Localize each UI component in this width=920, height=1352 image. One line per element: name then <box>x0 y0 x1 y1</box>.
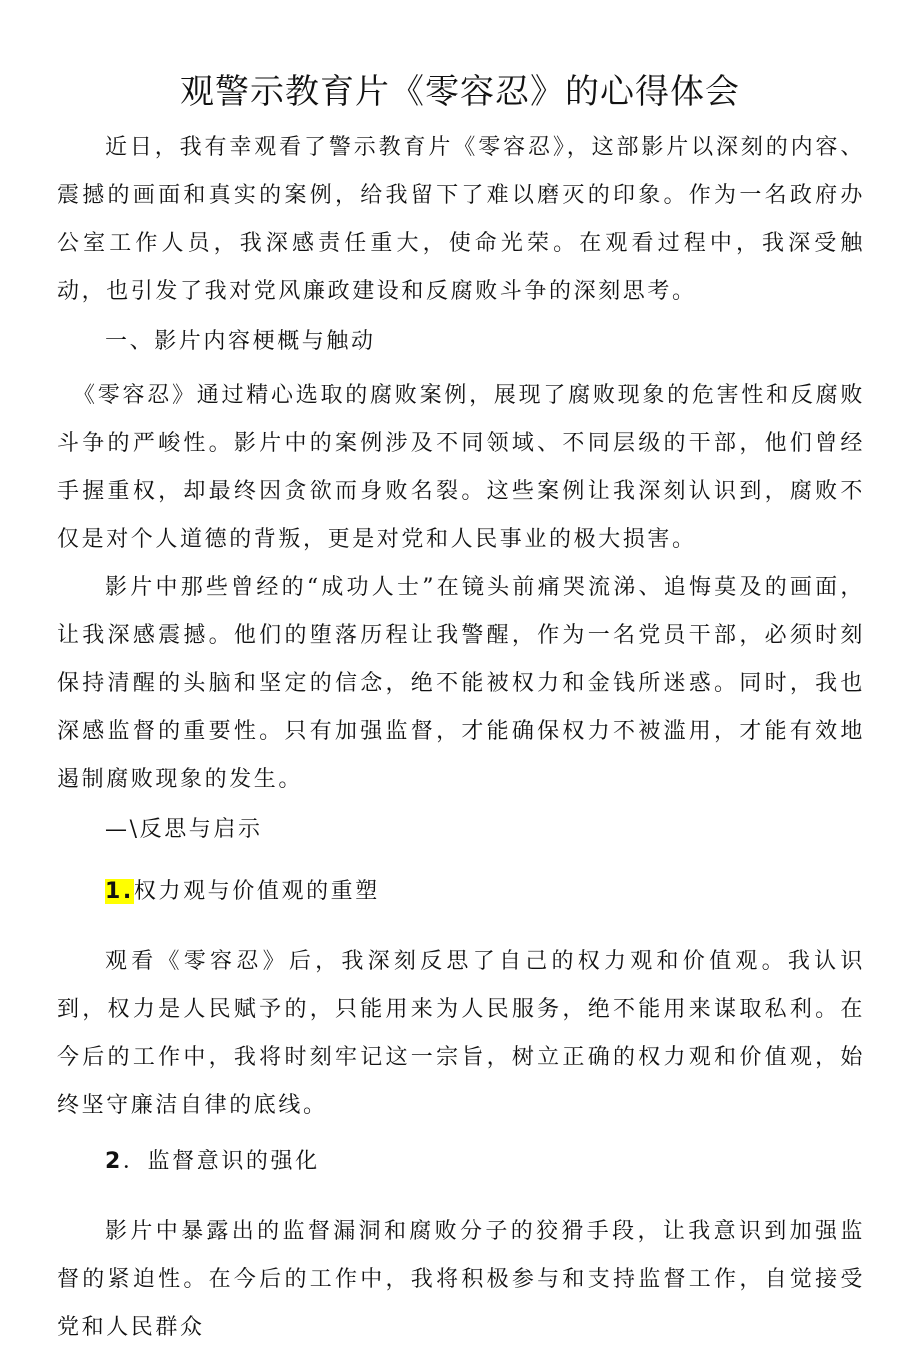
paragraph-power-values: 观看《零容忍》后，我深刻反思了自己的权力观和价值观。我认识到，权力是人民赋予的，只能用来为人民服务，绝不能用来谋取私利。在今后的工作中，我将时刻牢记这一宗旨，树立正确的权力观和价值观，始终坚守廉洁自律的底线。 <box>57 949 865 1118</box>
subsection-title-1: 权力观与价值观的重塑 <box>133 879 380 904</box>
document-title: 观警示教育片《零容忍》的心得体会 <box>180 72 740 112</box>
subsection-title-2: ．监督意识的强化 <box>122 1149 320 1174</box>
section-heading-2: —\反思与启示 <box>105 817 263 842</box>
paragraph-supervision: 影片中暴露出的监督漏洞和腐败分子的狡猾手段，让我意识到加强监督的紧迫性。在今后的工作中，我将积极参与和支持监督工作，自觉接受党和人民群众 <box>57 1219 865 1340</box>
section-heading-1: 一、影片内容梗概与触动 <box>105 329 376 354</box>
subsection-heading-1 <box>57 868 865 916</box>
paragraph-summary: 《零容忍》通过精心选取的腐败案例，展现了腐败现象的危害性和反腐败斗争的严峻性。影片中的案例涉及不同领域、不同层级的干部，他们曾经手握重权，却最终因贪欲而身败名裂。这些案例让我深刻认识到，腐败不仅是对个人道德的背叛，更是对党和人民事业的极大损害。 <box>57 383 865 552</box>
document-body <box>57 124 865 1352</box>
paragraph-reflection: 影片中那些曾经的“成功人士”在镜头前痛哭流涕、追悔莫及的画面，让我深感震撼。他们的堕落历程让我警醒，作为一名党员干部，必须时刻保持清醒的头脑和坚定的信念，绝不能被权力和金钱所迷惑。同时，我也深感监督的重要性。只有加强监督，才能确保权力不被滥用，才能有效地遏制腐败现象的发生。 <box>57 575 865 792</box>
paragraph-intro: 近日，我有幸观看了警示教育片《零容忍》，这部影片以深刻的内容、震撼的画面和真实的案例，给我留下了难以磨灭的印象。作为一名政府办公室工作人员，我深感责任重大，使命光荣。在观看过程中，我深受触动，也引发了我对党风廉政建设和反腐败斗争的深刻思考。 <box>57 135 865 304</box>
subsection-heading-2 <box>57 1138 865 1186</box>
subsection-number-1: 1. <box>105 879 134 904</box>
subsection-number-2: 2 <box>105 1149 123 1174</box>
